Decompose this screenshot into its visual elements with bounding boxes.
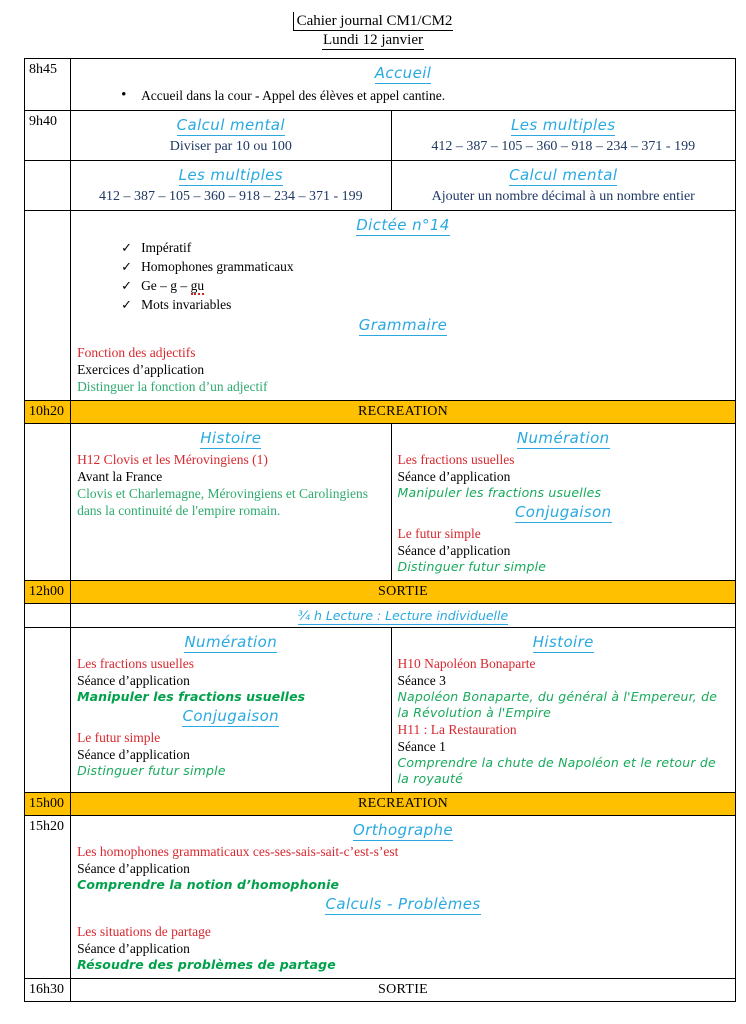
list-item: ✓ Ge – g – gu <box>141 276 729 295</box>
objective-text: Résoudre des problèmes de partage <box>77 957 336 972</box>
break-cell-recreation-2 <box>71 793 736 816</box>
seance-text: Séance d’application <box>77 747 190 762</box>
time-cell-empty-5 <box>25 628 71 793</box>
time-cell-1520 <box>25 816 71 979</box>
detail-text: 412 – 387 – 105 – 360 – 918 – 234 – 371 - 199 <box>431 139 696 154</box>
content-cell-histoire-pm <box>391 628 736 793</box>
time-cell-1020 <box>25 401 71 424</box>
seance-text: Exercices d’application <box>77 362 205 377</box>
content-cell-dictee-grammaire <box>71 211 736 401</box>
lecture-label: ¾ h Lecture : Lecture individuelle <box>297 608 509 623</box>
document-subtitle: Lundi 12 janvier <box>323 32 423 48</box>
content-cell-orthographe-calculs <box>71 816 736 979</box>
topic-text: H10 Napoléon Bonaparte <box>397 656 536 671</box>
time-label: 9h40 <box>29 114 57 129</box>
content-cell-accueil <box>71 59 736 111</box>
list-item: ✓ Mots invariables <box>141 295 729 314</box>
schedule-table <box>24 58 736 1002</box>
list-item: • Accueil dans la cour - Appel des élèves et appel cantine. <box>141 86 729 105</box>
table-row-0940 <box>25 111 736 161</box>
objective-text: Manipuler les fractions usuelles <box>77 689 306 704</box>
table-row-lecture <box>25 604 736 628</box>
seance-text: Séance d’application <box>77 673 190 688</box>
subject-heading-calcul-mental: Calcul mental <box>176 116 285 134</box>
list-item: ✓ Impératif <box>141 238 729 257</box>
objective-text: Comprendre la notion d’homophonie <box>77 877 340 892</box>
topic-text: Le futur simple <box>77 730 161 745</box>
document-title-block <box>0 0 746 56</box>
time-cell-empty-2 <box>25 211 71 401</box>
detail-text: 412 – 387 – 105 – 360 – 918 – 234 – 371 - 199 <box>98 189 363 204</box>
topic-text: Les situations de partage <box>77 924 211 939</box>
objective-text: Distinguer la fonction d’un adjectif <box>77 379 268 394</box>
time-label: 8h45 <box>29 62 57 77</box>
detail-text: Ajouter un nombre décimal à un nombre entier <box>431 189 695 204</box>
subject-heading-conjugaison: Conjugaison <box>182 707 280 725</box>
subject-heading-accueil: Accueil <box>374 64 432 82</box>
subject-heading-grammaire: Grammaire <box>358 316 448 334</box>
time-cell-1500 <box>25 793 71 816</box>
subject-heading-numeration: Numération <box>516 429 610 447</box>
dictee-checklist <box>77 238 729 314</box>
time-cell-0940 <box>25 111 71 161</box>
content-cell-calcul-mental-2 <box>391 161 736 211</box>
break-cell-recreation <box>71 401 736 424</box>
time-label: 16h30 <box>29 982 64 997</box>
table-row-swap <box>25 161 736 211</box>
objective-text: Distinguer futur simple <box>77 763 226 778</box>
time-label <box>25 211 70 215</box>
end-cell-sortie <box>71 979 736 1002</box>
content-cell-lecture <box>71 604 736 628</box>
topic-text: H11 : La Restauration <box>397 722 517 737</box>
objective-text: Distinguer futur simple <box>397 559 547 574</box>
content-cell-multiples-2 <box>71 161 391 211</box>
time-label: 15h00 <box>25 793 70 814</box>
time-label <box>25 628 70 632</box>
topic-text: Les fractions usuelles <box>397 452 515 467</box>
subject-heading-histoire: Histoire <box>200 429 262 447</box>
seance-text: Séance d’application <box>77 861 190 876</box>
subject-heading-orthographe: Orthographe <box>352 821 454 839</box>
subject-heading-numeration: Numération <box>184 633 278 651</box>
time-label: 15h20 <box>29 819 64 834</box>
time-cell-empty-3 <box>25 424 71 581</box>
subject-heading-calcul-mental: Calcul mental <box>509 166 618 184</box>
table-row-recreation-1020 <box>25 401 736 424</box>
time-cell-empty-4 <box>25 604 71 628</box>
seance-text: Séance d’application <box>77 941 190 956</box>
subject-heading-calculs-problemes: Calculs - Problèmes <box>325 895 481 913</box>
objective-text: Comprendre la chute de Napoléon et le retour de la royauté <box>397 755 716 786</box>
topic-text: Le futur simple <box>397 526 481 541</box>
objective-text: Napoléon Bonaparte, du général à l'Empereur, de la Révolution à l'Empire <box>397 689 718 720</box>
subject-heading-les-multiples: Les multiples <box>511 116 616 134</box>
list-item: ✓ Homophones grammaticaux <box>141 257 729 276</box>
table-row-dictee-grammaire <box>25 211 736 401</box>
topic-text: Les homophones grammaticaux ces-ses-sais-sait-c’est-s’est <box>77 844 399 859</box>
time-label <box>25 424 70 428</box>
subject-heading-conjugaison: Conjugaison <box>514 503 612 521</box>
seance-text: Avant la France <box>77 469 163 484</box>
spellcheck-error: gu <box>190 278 205 293</box>
table-row-orthographe-calculs <box>25 816 736 979</box>
objective-text: Clovis et Charlemagne, Mérovingiens et Carolingiens dans la continuité de l'empire romain. <box>77 486 369 518</box>
time-label <box>25 604 70 608</box>
time-label <box>25 161 70 165</box>
document-title: Cahier journal CM1/CM2 <box>293 12 454 31</box>
seance-text: Séance 1 <box>397 739 446 754</box>
seance-text: Séance d’application <box>397 543 511 558</box>
time-cell-empty-1 <box>25 161 71 211</box>
time-label: 10h20 <box>25 401 70 422</box>
content-cell-numeration-conjugaison-pm <box>71 628 391 793</box>
content-cell-multiples-1 <box>391 111 736 161</box>
table-row-recreation-1500 <box>25 793 736 816</box>
break-label: RECREATION <box>357 796 449 811</box>
time-cell-0845 <box>25 59 71 111</box>
subject-heading-les-multiples: Les multiples <box>178 166 283 184</box>
objective-text: Manipuler les fractions usuelles <box>397 485 602 500</box>
topic-text: Fonction des adjectifs <box>77 345 196 360</box>
break-cell-sortie <box>71 581 736 604</box>
subject-heading-histoire: Histoire <box>532 633 594 651</box>
time-label: 12h00 <box>25 581 70 602</box>
content-cell-numeration-conjugaison-am <box>391 424 736 581</box>
detail-text: Diviser par 10 ou 100 <box>169 139 292 154</box>
topic-text: H12 Clovis et les Mérovingiens (1) <box>77 452 268 467</box>
table-row-sortie-1200 <box>25 581 736 604</box>
break-label: SORTIE <box>71 979 735 1001</box>
table-row-accueil <box>25 59 736 111</box>
time-cell-1200 <box>25 581 71 604</box>
seance-text: Séance 3 <box>397 673 446 688</box>
accueil-bullet-list <box>77 86 729 105</box>
table-row-pm-numeration-histoire <box>25 628 736 793</box>
content-cell-histoire-am <box>71 424 391 581</box>
content-cell-calcul-mental-1 <box>71 111 391 161</box>
table-row-histoire-numeration <box>25 424 736 581</box>
time-cell-1630 <box>25 979 71 1002</box>
seance-text: Séance d’application <box>397 469 511 484</box>
topic-text: Les fractions usuelles <box>77 656 195 671</box>
subject-heading-dictee: Dictée n°14 <box>356 216 450 234</box>
break-label: SORTIE <box>378 584 429 599</box>
table-row-sortie-1630 <box>25 979 736 1002</box>
break-label: RECREATION <box>357 404 449 419</box>
